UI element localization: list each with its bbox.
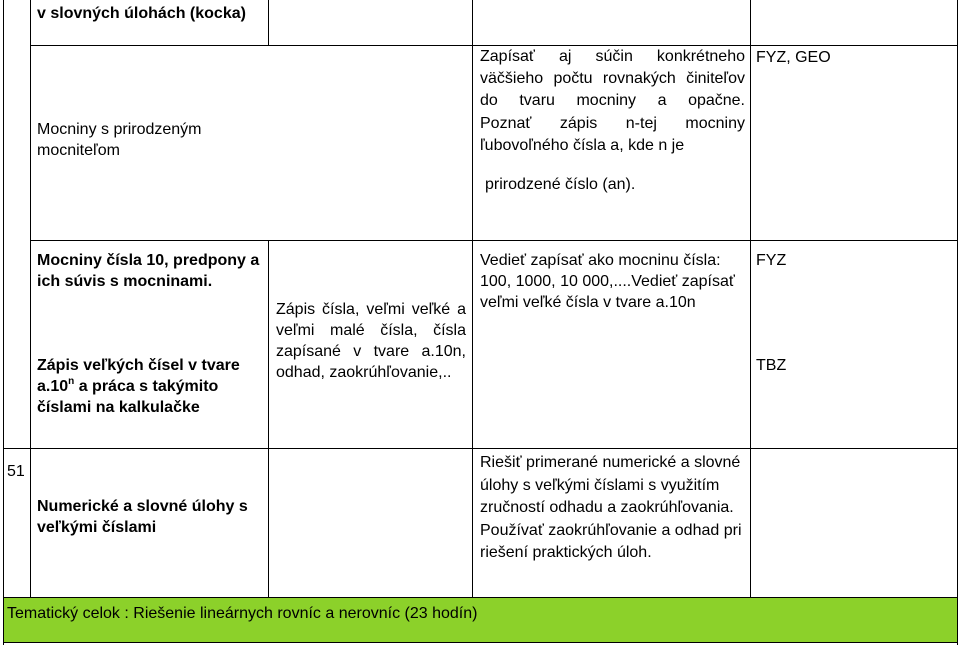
topic-cell: Mocniny čísla 10, predpony a ich súvis s mocninami. (37, 252, 260, 290)
table-border (957, 0, 958, 645)
table-border (472, 0, 473, 597)
table-border (30, 0, 31, 597)
content-cell: Zápis čísla, veľmi veľké a veľmi malé čísla, čísla zapísané v tvare a.10n, odhad, zaokrúhľovanie,.. (276, 301, 466, 381)
standard-cell: Vedieť zapísať ako mocninu čísla: 100, 1000, 10 000,....Vedieť zapísať veľmi veľké čísla v tvare a.10n (480, 252, 735, 311)
topic-cell: Mocniny s prirodzeným mocniteľom (37, 121, 202, 159)
standard-line: Poznať zápis n-tej mocniny (480, 115, 745, 132)
table-border (268, 0, 269, 45)
links-cell: FYZ (756, 252, 787, 269)
standard-line: do tvaru mocniny a opačne. (480, 92, 745, 109)
topic-b-tail: a práca s takýmito číslami na kalkulačke (37, 378, 219, 416)
standard-line: ľubovoľného čísla a, kde n je (480, 137, 685, 154)
table-border (3, 597, 958, 598)
standard-tail: prirodzené číslo (an). (485, 176, 636, 193)
table-border (750, 0, 751, 597)
table-border (3, 448, 958, 449)
superscript-n: n (68, 376, 75, 387)
topic-cell: v slovných úlohách (kocka) (37, 5, 246, 22)
standard-cell: Riešiť primerané numerické a slovné úlohy s veľkými číslami s využitím zručností odhadu a zaokrúhľovania. Používať zaokrúhľovanie a odhad pri riešení praktických úloh. (480, 454, 742, 561)
table-border (3, 0, 4, 645)
standard-line: väčšieho počtu rovnakých činiteľov (480, 70, 745, 87)
table-border (268, 240, 269, 597)
table-border (30, 240, 958, 241)
table-border (3, 642, 958, 643)
topic-b-text: Zápis veľkých čísel v tvare a.10 (37, 357, 240, 395)
topic-cell: Numerické a slovné úlohy s veľkými číslami (37, 498, 248, 536)
topic-cell-b (37, 355, 262, 418)
lesson-number: 51 (7, 463, 25, 480)
links-cell: TBZ (756, 357, 787, 374)
standard-line: Zapísať aj súčin konkrétneho (480, 48, 745, 65)
links-cell: FYZ, GEO (756, 49, 831, 66)
section-header-title: Tematický celok : Riešenie lineárnych rovníc a nerovníc (23 hodín) (7, 605, 478, 622)
